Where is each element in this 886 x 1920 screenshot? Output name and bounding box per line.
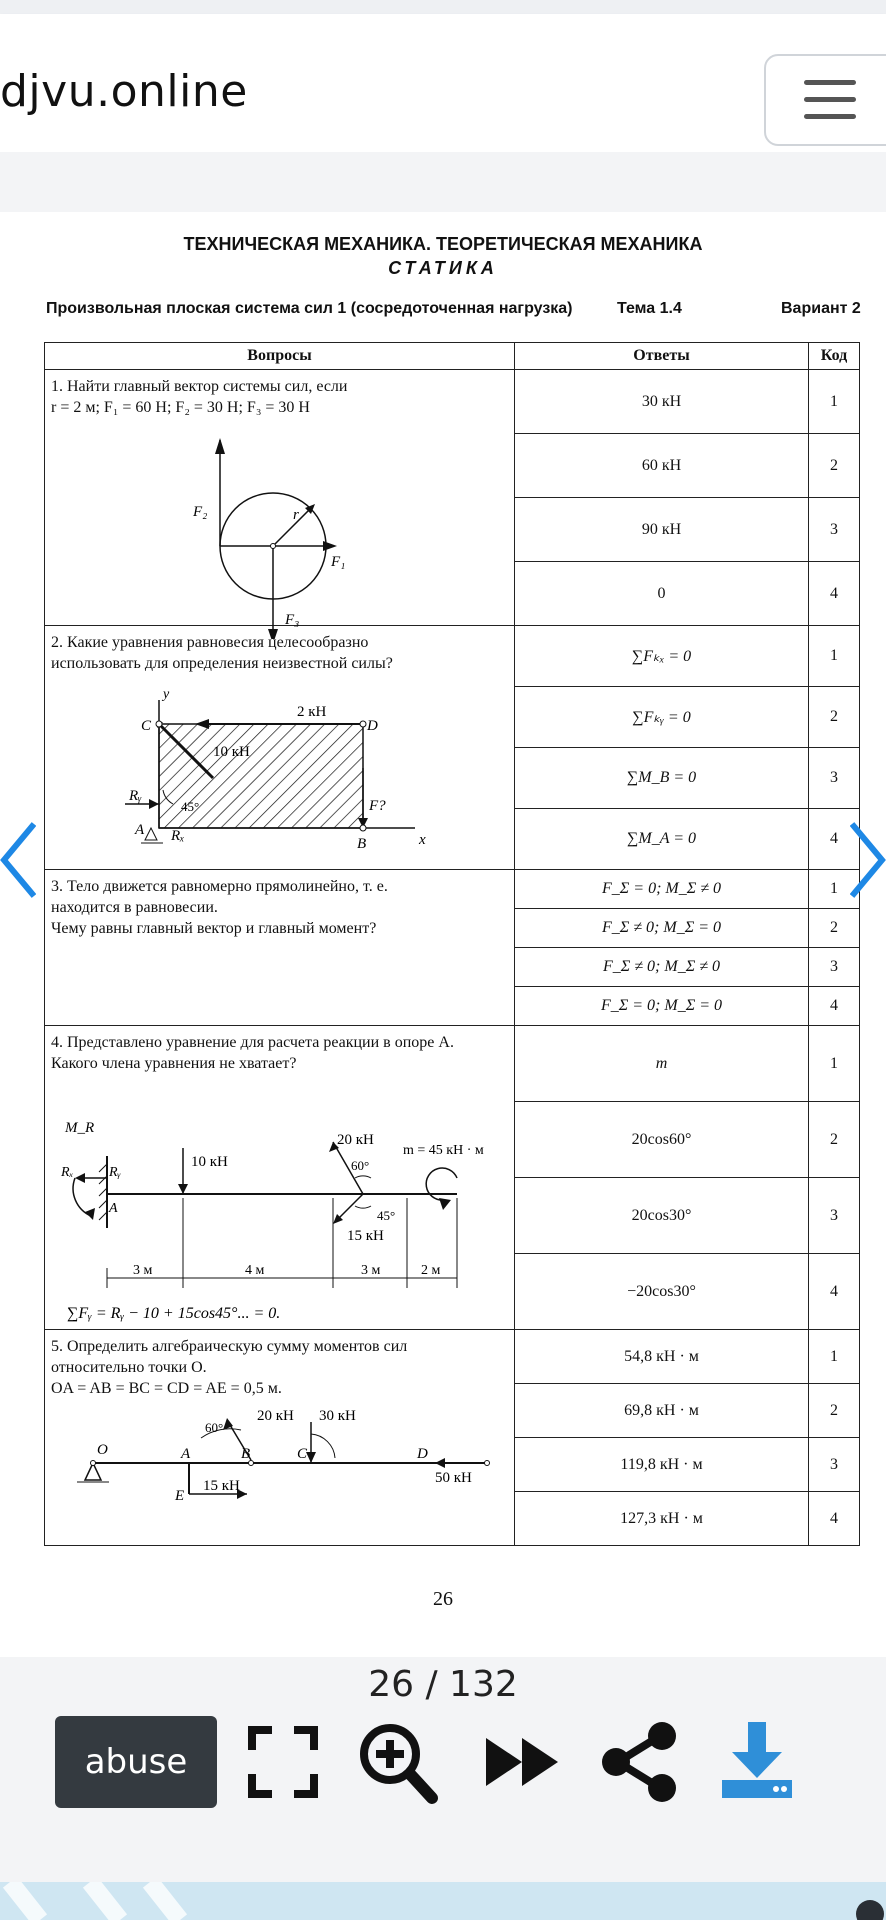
label-r: r	[293, 507, 299, 523]
doc-topic: Тема 1.4	[617, 300, 682, 317]
label-45: 45°	[181, 799, 200, 814]
label-50kn: 50 кН	[435, 1470, 472, 1486]
label-rx: Rₓ	[61, 1165, 74, 1180]
table-row	[45, 1330, 860, 1384]
footer-pattern	[0, 1882, 886, 1920]
label-15kn: 15 кН	[203, 1478, 240, 1494]
document-page	[0, 212, 886, 1657]
col-answers: Ответы	[515, 343, 809, 370]
top-strip	[0, 0, 886, 14]
answer-3-1: F_Σ = 0; M_Σ ≠ 0	[515, 870, 809, 909]
answer-1-1: 30 кН	[515, 370, 809, 434]
question-2	[45, 626, 515, 870]
label-x: x	[419, 832, 426, 848]
table-row	[45, 1026, 860, 1102]
code-2-3: 3	[809, 748, 860, 809]
menu-bar-icon	[804, 97, 856, 102]
answer-4-3: 20cos30°	[515, 1178, 809, 1254]
table-row	[45, 870, 860, 909]
label-ry: Rᵧ	[109, 1165, 121, 1180]
answer-2-2: ∑Fₖᵧ = 0	[515, 687, 809, 748]
label-20kn: 20 кН	[337, 1132, 374, 1148]
label-a: A	[181, 1446, 191, 1462]
code-2-1: 1	[809, 626, 860, 687]
menu-bar-icon	[804, 114, 856, 119]
label-mr: M_R	[65, 1120, 95, 1136]
code-1-3: 3	[809, 498, 860, 562]
label-f1: F₁	[331, 554, 346, 570]
answer-4-4: −20cos30°	[515, 1254, 809, 1330]
doc-subtitle: СТАТИКА	[388, 258, 498, 278]
answer-1-2: 60 кН	[515, 434, 809, 498]
code-1-1: 1	[809, 370, 860, 434]
doc-variant: Вариант 2	[781, 300, 861, 317]
question-1	[45, 370, 515, 626]
label-2kn: 2 кН	[297, 704, 327, 720]
label-3m-b: 3 м	[361, 1263, 381, 1278]
col-code: Код	[809, 343, 860, 370]
label-y: y	[163, 687, 170, 702]
code-3-4: 4	[809, 987, 860, 1026]
code-3-3: 3	[809, 948, 860, 987]
answer-2-3: ∑M_B = 0	[515, 748, 809, 809]
code-4-3: 3	[809, 1178, 860, 1254]
answer-5-2: 69,8 кН · м	[515, 1384, 809, 1438]
label-e: E	[175, 1488, 185, 1504]
question-1-diagram	[45, 424, 515, 639]
answer-2-4: ∑M_A = 0	[515, 809, 809, 870]
answer-3-2: F_Σ ≠ 0; M_Σ = 0	[515, 909, 809, 948]
doc-subject: Произвольная плоская система сил 1 (сосредоточенная нагрузка)	[46, 300, 573, 317]
label-d: D	[367, 718, 378, 734]
label-o: O	[97, 1442, 108, 1458]
code-4-2: 2	[809, 1102, 860, 1178]
table-header-row	[45, 343, 860, 370]
label-10kn: 10 кН	[213, 744, 250, 760]
label-2m: 2 м	[421, 1263, 441, 1278]
code-4-1: 1	[809, 1026, 860, 1102]
label-a: A	[135, 822, 145, 838]
answer-5-1: 54,8 кН · м	[515, 1330, 809, 1384]
label-30kn: 30 кН	[319, 1408, 356, 1424]
label-c: C	[297, 1446, 308, 1462]
label-60: 60°	[351, 1158, 370, 1173]
question-text: 3. Тело движется равномерно прямолинейно, т. е. находится в равновесии. Чему равны главный вектор и главный момент?	[51, 878, 388, 937]
question-5-diagram	[45, 1400, 515, 1545]
download-icon[interactable]	[712, 1716, 802, 1808]
site-header	[0, 14, 886, 152]
answer-4-1: m	[515, 1026, 809, 1102]
share-icon[interactable]	[596, 1716, 686, 1808]
question-text: 4. Представлено уравнение для расчета реакции в опоре A. Какого члена уравнения не хватает?	[51, 1034, 454, 1072]
label-10kn: 10 кН	[191, 1154, 228, 1170]
code-5-1: 1	[809, 1330, 860, 1384]
label-fq: F?	[369, 798, 386, 814]
code-1-4: 4	[809, 562, 860, 626]
label-15kn: 15 кН	[347, 1228, 384, 1244]
questions-table	[44, 342, 860, 1546]
doc-title: ТЕХНИЧЕСКАЯ МЕХАНИКА. ТЕОРЕТИЧЕСКАЯ МЕХАНИКА	[183, 234, 703, 254]
col-questions: Вопросы	[45, 343, 515, 370]
code-4-4: 4	[809, 1254, 860, 1330]
page-number: 26	[433, 1588, 453, 1610]
label-c: C	[141, 718, 152, 734]
code-5-4: 4	[809, 1492, 860, 1546]
table-row	[45, 370, 860, 434]
abuse-button[interactable]: abuse	[55, 1716, 217, 1808]
equation: ∑Fᵧ = Rᵧ − 10 + 15cos45°... = 0.	[67, 1305, 281, 1322]
question-2-diagram	[45, 678, 515, 873]
question-4-diagram	[45, 1078, 515, 1328]
question-text: 1. Найти главный вектор системы сил, если r = 2 м; F₁ = 60 Н; F₂ = 30 Н; F₃ = 30 Н	[51, 378, 348, 416]
prev-page-arrow-icon[interactable]	[0, 820, 36, 900]
menu-bar-icon	[804, 80, 856, 85]
next-page-arrow-icon[interactable]	[850, 820, 886, 900]
answer-1-3: 90 кН	[515, 498, 809, 562]
site-title[interactable]: djvu.online	[0, 66, 248, 117]
question-text: 2. Какие уравнения равновесия целесообразно использовать для определения неизвестной силы?	[51, 634, 393, 672]
answer-5-4: 127,3 кН · м	[515, 1492, 809, 1546]
zoom-in-icon[interactable]	[352, 1716, 442, 1808]
label-ry: Rᵧ	[129, 788, 142, 804]
page-counter: 26 / 132	[368, 1664, 518, 1705]
label-3m-a: 3 м	[133, 1263, 153, 1278]
answer-5-3: 119,8 кН · м	[515, 1438, 809, 1492]
question-3	[45, 870, 515, 1026]
label-45: 45°	[377, 1208, 396, 1223]
label-d: D	[417, 1446, 428, 1462]
label-moment: m = 45 кН · м	[403, 1143, 484, 1158]
code-5-2: 2	[809, 1384, 860, 1438]
answer-4-2: 20cos60°	[515, 1102, 809, 1178]
label-b: B	[357, 836, 367, 852]
footer-banner	[0, 1882, 886, 1920]
spacer	[0, 152, 886, 212]
code-5-3: 3	[809, 1438, 860, 1492]
label-b: B	[241, 1446, 251, 1462]
fullscreen-icon[interactable]	[238, 1716, 328, 1808]
code-2-4: 4	[809, 809, 860, 870]
code-3-1: 1	[809, 870, 860, 909]
label-rx: Rₓ	[171, 828, 185, 844]
code-3-2: 2	[809, 909, 860, 948]
label-f2: F₂	[193, 504, 208, 520]
code-2-2: 2	[809, 687, 860, 748]
code-1-2: 2	[809, 434, 860, 498]
label-a: A	[109, 1201, 118, 1216]
answer-3-4: F_Σ = 0; M_Σ = 0	[515, 987, 809, 1026]
question-text: 5. Определить алгебраическую сумму моментов сил относительно точки O. OA = AB = BC = CD = AE = 0,5 м.	[51, 1338, 408, 1397]
answer-2-1: ∑Fₖₓ = 0	[515, 626, 809, 687]
menu-button[interactable]	[764, 54, 886, 146]
label-20kn: 20 кН	[257, 1408, 294, 1424]
table-row	[45, 626, 860, 687]
label-60: 60°	[205, 1420, 224, 1435]
answer-1-4: 0	[515, 562, 809, 626]
question-4	[45, 1026, 515, 1330]
answer-3-3: F_Σ ≠ 0; M_Σ ≠ 0	[515, 948, 809, 987]
fast-forward-icon[interactable]	[478, 1716, 568, 1808]
question-5	[45, 1330, 515, 1546]
label-f3: F₃	[285, 612, 300, 628]
label-4m: 4 м	[245, 1263, 265, 1278]
